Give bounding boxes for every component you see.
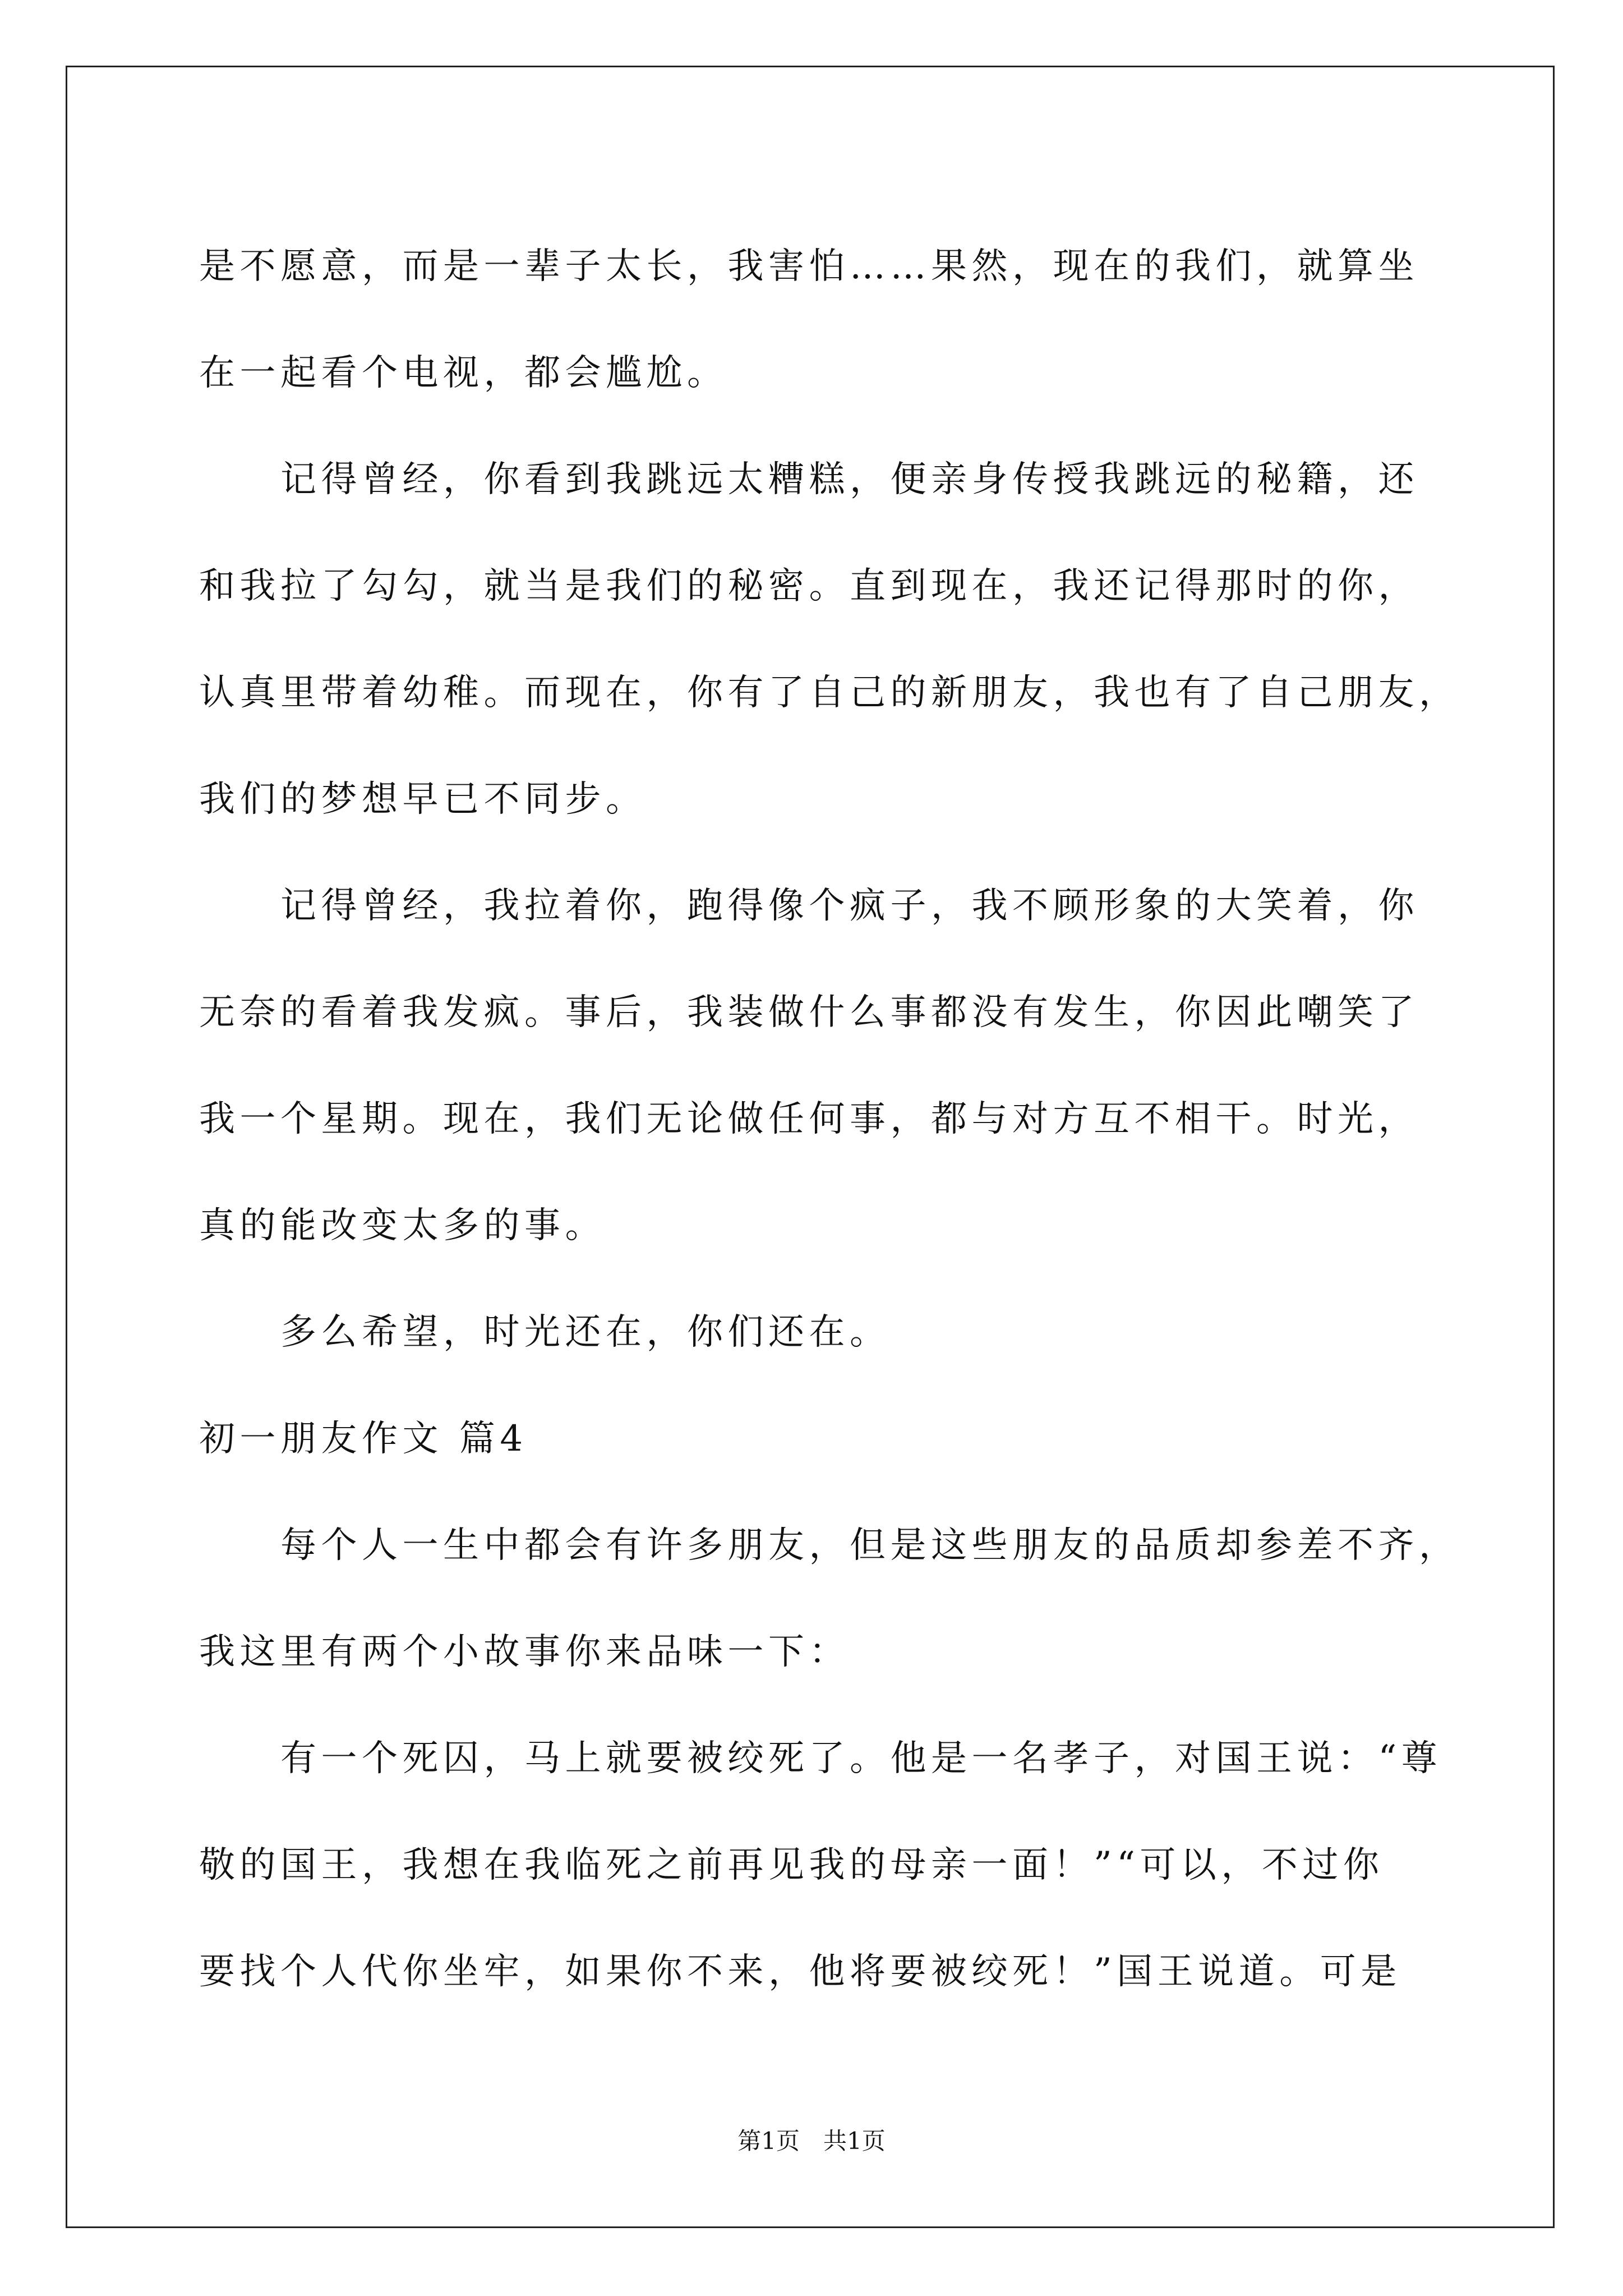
paragraph-first-line: 每个人一生中都会有许多朋友，但是这些朋友的品质却参差不齐，: [280, 1525, 1460, 1566]
paragraph-first-line: 多么希望，时光还在，你们还在。: [280, 1312, 891, 1353]
paragraph-first-line: 记得曾经，我拉着你，跑得像个疯子，我不顾形象的大笑着，你: [280, 885, 1419, 927]
page-footer: 第1页 共1页: [737, 2127, 886, 2155]
paragraph-first-line: 有一个死囚，马上就要被绞死了。他是一名孝子，对国王说：“尊: [280, 1738, 1442, 1779]
document-body: [199, 213, 1478, 2025]
text-line: 敬的国王，我想在我临死之前再见我的母亲一面！”“可以，不过你: [199, 1844, 1384, 1886]
paragraph-first-line: 记得曾经，你看到我跳远太糟糕，便亲身传授我跳远的秘籍，还: [280, 459, 1419, 500]
text-line: 我一个星期。现在，我们无论做任何事，都与对方互不相干。时光，: [199, 1098, 1419, 1140]
text-line: 真的能改变太多的事。: [199, 1205, 606, 1246]
text-line: 是不愿意，而是一辈子太长，我害怕……果然，现在的我们，就算坐: [199, 246, 1419, 287]
text-line: 我们的梦想早已不同步。: [199, 779, 647, 820]
text-line: 认真里带着幼稚。而现在，你有了自己的新朋友，我也有了自己朋友，: [199, 672, 1460, 714]
text-line: 在一起看个电视，都会尴尬。: [199, 352, 728, 394]
text-line: 无奈的看着我发疯。事后，我装做什么事都没有发生，你因此嘲笑了: [199, 992, 1419, 1033]
text-line: 和我拉了勾勾，就当是我们的秘密。直到现在，我还记得那时的你，: [199, 565, 1419, 607]
section-heading: 初一朋友作文 篇4: [199, 1418, 528, 1460]
text-line: 我这里有两个小故事你来品味一下：: [199, 1631, 850, 1673]
text-line: 要找个人代你坐牢，如果你不来，他将要被绞死！”国王说道。可是: [199, 1951, 1401, 1993]
